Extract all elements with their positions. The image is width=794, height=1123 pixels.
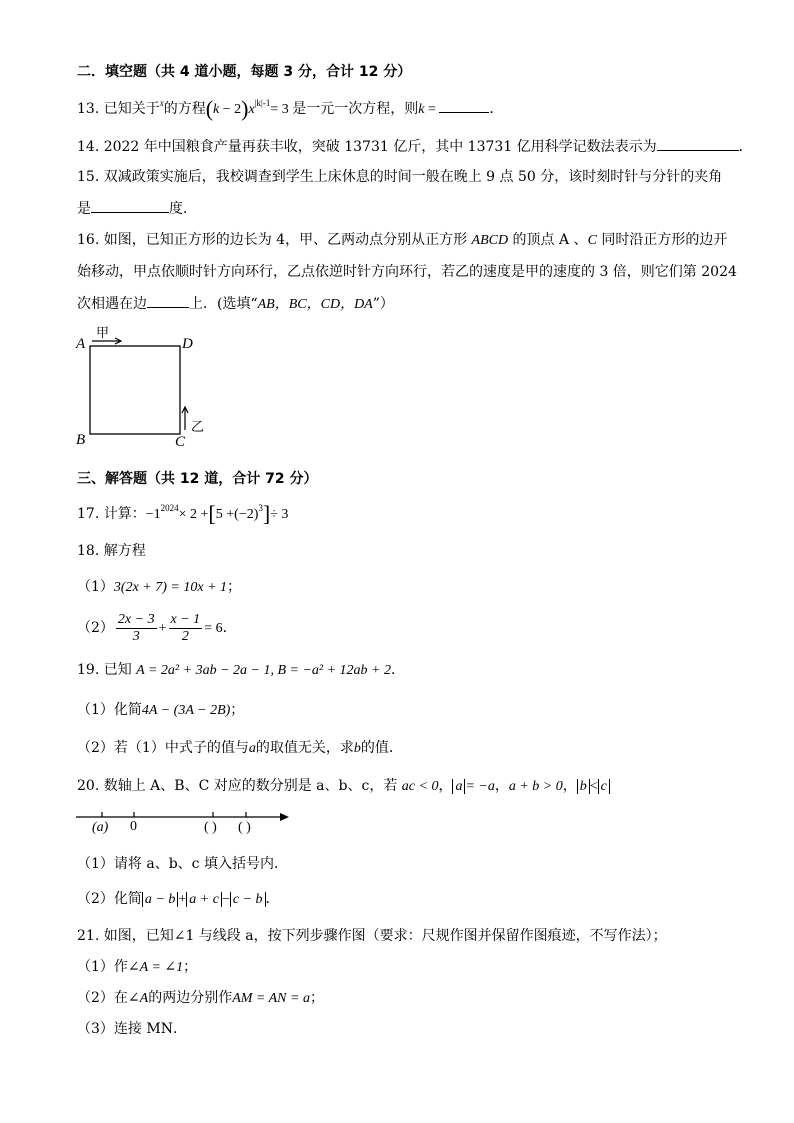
question-18-part1 xyxy=(77,577,241,598)
q16-text6: ”） xyxy=(372,296,394,312)
square-abcd xyxy=(90,346,180,434)
q16-answer-blank[interactable] xyxy=(147,293,189,308)
question-15-line1: 15. 双减政策实施后，我校调查到学生上床休息的时间一般在晚上 9 点 50 分，该时刻时针与分针的夹角 xyxy=(77,169,723,185)
q19-part2-text: （2）若（1）中式子的值与 xyxy=(77,740,249,756)
q17-term1: −1 xyxy=(145,507,161,522)
q19-part2-text2: 的取值无关，求 xyxy=(255,740,354,756)
q17-bracket-close: ] xyxy=(262,501,271,526)
q18-part2-label: （2） xyxy=(77,620,114,636)
q13-x: x xyxy=(159,98,164,108)
axis-label-zero: 0 xyxy=(130,819,137,834)
q19-part1-end: ； xyxy=(230,702,245,718)
q17-term2: × 2 + xyxy=(178,507,209,522)
q13-paren-open: ( xyxy=(205,96,214,121)
q17-term3: 5 + xyxy=(215,507,235,522)
question-15-line2 xyxy=(77,198,197,219)
q20-abs-b: b xyxy=(577,779,590,794)
number-line-axis xyxy=(76,808,296,828)
label-d: D xyxy=(182,336,193,352)
q18-fraction1 xyxy=(116,612,157,645)
question-17 xyxy=(77,501,289,526)
q18-fraction2 xyxy=(169,612,203,645)
section-2-title: 二．填空题（共 4 道小题，每题 3 分，合计 12 分） xyxy=(77,64,412,80)
question-16-line2: 始移动，甲点依顺时针方向环行，乙点依逆时针方向环行，若乙的速度是甲的速度的 3 倍，则它们第 2024 xyxy=(77,264,737,280)
q13-paren-close: ) xyxy=(241,96,249,121)
q20-op-minus: − xyxy=(221,892,230,907)
q16-text: 16. 如图，已知正方形的边长为 4，甲、乙两动点分别从正方形 xyxy=(77,232,472,248)
q13-text: 已知关于 xyxy=(103,101,160,117)
question-21-step3: （3）连接 MN． xyxy=(77,1021,187,1037)
q16-text2: 的顶点 A 、 xyxy=(508,232,588,248)
q19-end: ． xyxy=(391,662,405,678)
q18-equals: = 6 xyxy=(204,621,223,636)
q15-text2: 度． xyxy=(169,201,197,217)
question-16-line3 xyxy=(77,293,394,315)
question-19-part1 xyxy=(77,700,244,721)
q15-answer-blank[interactable] xyxy=(91,198,169,213)
q19-part1-label: （1）化简 xyxy=(77,702,142,718)
question-21-step2 xyxy=(77,988,324,1009)
q16-text5: 上．(选填“ xyxy=(189,296,258,312)
q20-op-plus: + xyxy=(178,892,187,907)
q21-angle-a: ∠A xyxy=(127,991,149,1006)
q16-vertex-c: C xyxy=(587,233,597,248)
q18-plus: + xyxy=(158,621,167,636)
label-jia: 甲 xyxy=(96,326,110,341)
q21-step2-expr: AM = AN = a xyxy=(232,991,310,1006)
q20-cond2: = −a xyxy=(465,779,495,794)
square-diagram xyxy=(70,322,220,457)
q19-expression: A = 2a² + 3ab − 2a − 1, B = −a² + 12ab + 2 xyxy=(136,663,391,678)
axis-label-a: (a) xyxy=(92,820,109,835)
question-19 xyxy=(77,660,405,681)
axis-label-blank-2[interactable]: ( ) xyxy=(238,820,251,835)
q17-label: 17. 计算： xyxy=(77,506,146,522)
q17-exp: 2024 xyxy=(160,503,179,513)
q20-sep: ， xyxy=(494,778,509,794)
fraction-denominator: 3 xyxy=(132,628,140,644)
q20-cond1: ac < 0 xyxy=(401,779,439,794)
question-14 xyxy=(77,136,753,157)
q13-kvar: k xyxy=(418,102,425,117)
question-19-part2 xyxy=(77,738,403,759)
question-20 xyxy=(77,776,610,797)
q13-end: ． xyxy=(489,101,504,117)
q17-bracket-open: [ xyxy=(208,501,216,526)
q19-var-a: a xyxy=(248,741,256,756)
q20-abs-c: c xyxy=(598,779,610,794)
q18-part1-end: ； xyxy=(227,579,242,595)
q18-equation1: 3(2x + 7) = 10x + 1 xyxy=(113,580,228,595)
label-c: C xyxy=(175,434,186,450)
q13-minus2: − 2 xyxy=(219,102,242,117)
q21-step1-label: （1）作 xyxy=(77,959,128,975)
q13-xvar: x xyxy=(248,102,255,117)
square-figure xyxy=(70,322,220,457)
question-20-part2 xyxy=(77,889,280,910)
q13-text2: 的方程 xyxy=(163,101,206,117)
q20-abs-expr2: a + c xyxy=(186,892,222,907)
q13-text3: = 3 是一元一次方程，则 xyxy=(270,102,419,117)
question-18-part2 xyxy=(77,610,237,647)
q20-part2-label: （2）化简 xyxy=(77,891,142,907)
label-a: A xyxy=(76,336,86,352)
fraction-denominator: 2 xyxy=(181,628,189,644)
section-3-title: 三、解答题（共 12 道，合计 72 分） xyxy=(77,471,318,487)
label-b: B xyxy=(76,432,86,448)
q17-exp2: 3 xyxy=(258,503,263,513)
q20-sep: ， xyxy=(562,778,577,794)
q20-abs-expr1: a − b xyxy=(142,892,178,907)
q13-exponent: |k|-1 xyxy=(254,98,271,108)
q19-part2-text3: 的值． xyxy=(360,740,403,756)
q20-part2-end: ． xyxy=(265,891,280,907)
q21-step2-end: ； xyxy=(309,990,324,1006)
q20-text: 20. 数轴上 A、B、C 对应的数分别是 a、b、c，若 xyxy=(77,778,402,794)
question-21: 21. 如图，已知∠1 与线段 a，按下列步骤作图（要求：尺规作图并保留作图痕迹，不写作法）； xyxy=(77,928,667,944)
question-16-line1 xyxy=(77,230,727,251)
q13-answer-blank[interactable] xyxy=(439,98,489,113)
q15-text: 是 xyxy=(77,201,91,217)
q20-less-than: < xyxy=(589,779,598,794)
q14-answer-blank[interactable] xyxy=(657,136,739,151)
q19-part1-expr: 4A − (3A − 2B) xyxy=(141,703,231,718)
q20-cond3: a + b > 0 xyxy=(508,779,563,794)
fraction-numerator: x − 1 xyxy=(170,611,201,627)
q20-sep: ， xyxy=(438,778,453,794)
q21-step2-label: （2）在 xyxy=(77,990,128,1006)
number-line xyxy=(76,808,296,842)
q17-term5: ÷ 3 xyxy=(270,507,289,522)
q13-eq: = xyxy=(424,102,440,117)
question-21-step1 xyxy=(77,957,197,978)
q21-step1-end: ； xyxy=(183,959,198,975)
q16-text4: 次相遇在边 xyxy=(77,296,147,312)
q21-step2-text: 的两边分别作 xyxy=(148,990,233,1006)
q14-text: 14. 2022 年中国粮食产量再获丰收，突破 13731 亿斤，其中 13731 亿用科学记数法表示为 xyxy=(77,139,657,155)
question-20-part1: （1）请将 a、b、c 填入括号内． xyxy=(77,856,288,872)
q17-term4: (−2) xyxy=(234,507,259,522)
label-yi: 乙 xyxy=(191,420,205,435)
q19-text: 19. 已知 xyxy=(77,662,137,678)
fraction-numerator: 2x − 3 xyxy=(117,611,155,627)
q16-options: AB，BC，CD，DA xyxy=(257,297,373,312)
q20-abs-expr3: c − b xyxy=(230,892,266,907)
q13-number: 13. xyxy=(77,101,100,117)
q19-var-b: b xyxy=(353,741,361,756)
axis-label-blank-1[interactable]: ( ) xyxy=(204,820,217,835)
q16-square-name: ABCD xyxy=(471,233,509,248)
question-18-title: 18. 解方程 xyxy=(77,543,146,559)
q13-k: k xyxy=(213,102,220,117)
q20-abs-a: a xyxy=(452,779,465,794)
q18-part1-label: （1） xyxy=(77,579,114,595)
q14-end: ． xyxy=(738,139,753,155)
question-13 xyxy=(77,98,503,120)
q16-text3: 同时沿正方形的边开 xyxy=(596,232,728,248)
q18-part2-end: ． xyxy=(222,620,237,636)
q21-step1-expr: ∠A = ∠1 xyxy=(127,960,184,975)
axis-arrow-head xyxy=(280,813,289,821)
